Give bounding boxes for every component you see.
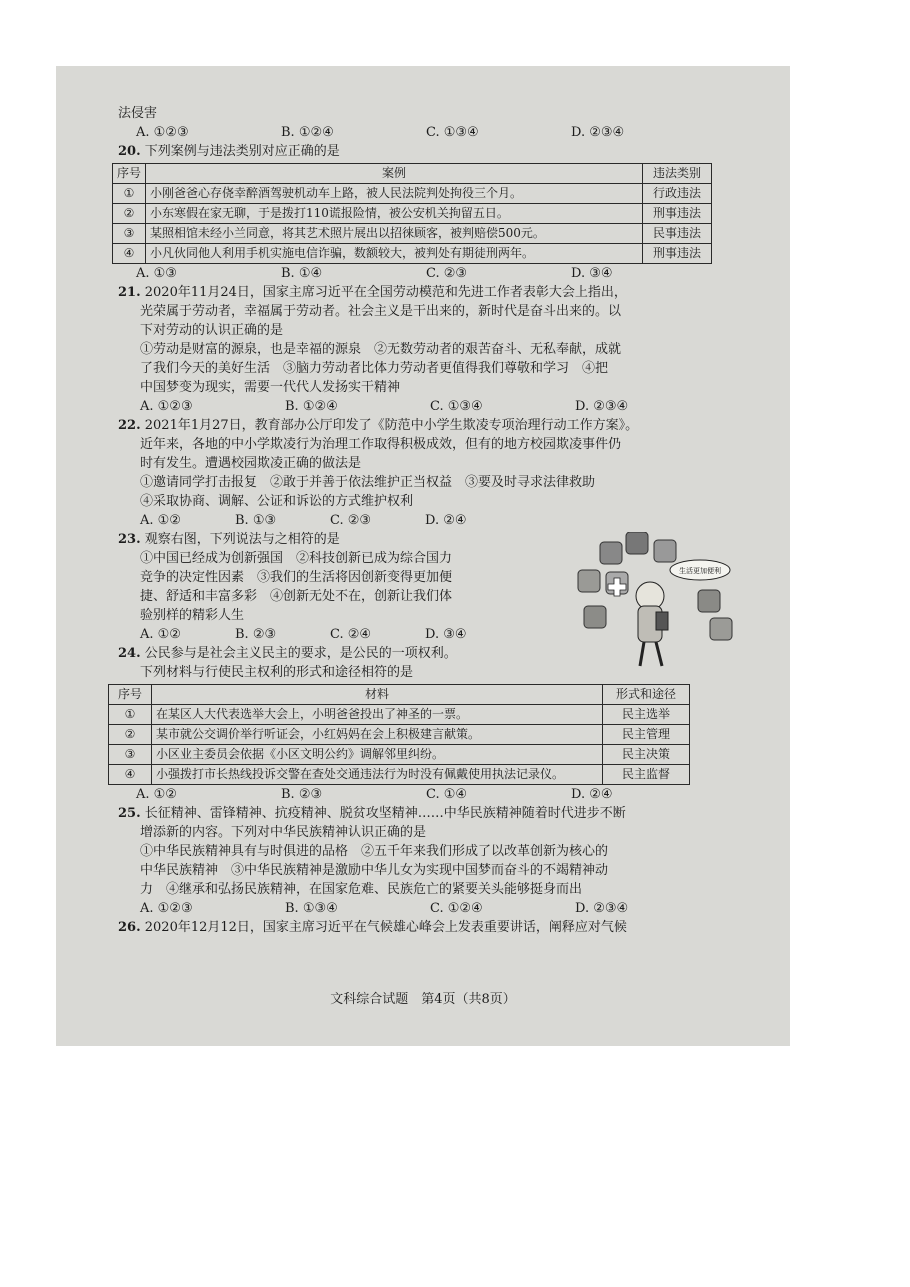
table-header-row	[113, 164, 712, 184]
question-number: 23.	[118, 532, 141, 547]
innovation-cartoon-image	[570, 532, 740, 672]
table-cell: 民主选举	[603, 705, 690, 725]
table-cell: 小凡伙同他人利用手机实施电信诈骗，数额较大，被判处有期徒刑两年。	[146, 244, 643, 264]
question-text: 观察右图，下列说法与之相符的是	[144, 532, 340, 547]
header-cell: 形式和途径	[603, 685, 690, 705]
header-cell: 案例	[146, 164, 643, 184]
question-text: 2021年1月27日，教育部办公厅印发了《防范中小学生欺凌专项治理行动工作方案》。	[144, 418, 639, 433]
table-cell: 刑事违法	[643, 204, 712, 224]
option-a: A. ①②③	[136, 125, 189, 140]
option-c: C. ①③④	[426, 125, 479, 140]
table-cell: 小刚爸爸心存侥幸醉酒驾驶机动车上路，被人民法院判处拘役三个月。	[146, 184, 643, 204]
phone-icon	[656, 612, 668, 630]
app-icon	[698, 590, 720, 612]
q22-line-4: ①邀请同学打击报复 ②敢于并善于依法维护正当权益 ③要及时寻求法律救助	[140, 475, 596, 490]
table-cell: ②	[109, 725, 152, 745]
app-icon	[654, 540, 676, 562]
q26-line-1	[118, 918, 728, 937]
table-cell: ④	[109, 765, 152, 785]
question-number: 26.	[118, 920, 141, 935]
question-text: 2020年12月12日，国家主席习近平在气候雄心峰会上发表重要讲话，阐释应对气候	[144, 920, 627, 935]
table-cell: ①	[109, 705, 152, 725]
table-cell: ②	[113, 204, 146, 224]
q22-line-2: 近年来，各地的中小学欺凌行为治理工作取得积极成效，但有的地方校园欺凌事件仍	[140, 437, 622, 452]
q20-stem	[118, 142, 728, 161]
q22-line-5: ④采取协商、调解、公证和诉讼的方式维护权利	[140, 494, 414, 509]
table-cell: 小强拨打市长热线投诉交警在查处交通违法行为时没有佩戴使用执法记录仪。	[152, 765, 603, 785]
option-c: C. ②③	[330, 513, 372, 528]
table-cell: 民主决策	[603, 745, 690, 765]
option-c: C. ①④	[426, 787, 468, 802]
option-b: B. ①③④	[285, 901, 338, 916]
scanned-exam-page	[56, 66, 790, 1046]
app-icon	[578, 570, 600, 592]
q24-table	[108, 684, 690, 785]
option-d: D. ②③④	[575, 399, 629, 414]
q23-line-2: ①中国已经成为创新强国 ②科技创新已成为综合国力	[140, 551, 453, 566]
table-cell: 某市就公交调价举行听证会，小红妈妈在会上积极建言献策。	[152, 725, 603, 745]
option-a: A. ①②③	[140, 901, 193, 916]
q25-line-5: 力 ④继承和弘扬民族精神，在国家危难、民族危亡的紧要关头能够挺身而出	[140, 882, 583, 897]
table-header-row	[109, 685, 690, 705]
q24-options	[118, 785, 728, 804]
option-c: C. ②③	[426, 266, 468, 281]
q25-line-1	[118, 804, 728, 823]
app-icon	[600, 542, 622, 564]
table-cell: 民事违法	[643, 224, 712, 244]
question-number: 24.	[118, 646, 141, 661]
question-number: 25.	[118, 806, 141, 821]
q19-options	[118, 123, 728, 142]
option-b: B. ①④	[281, 266, 323, 281]
table-row	[113, 244, 712, 264]
table-row	[109, 765, 690, 785]
table-row	[109, 705, 690, 725]
app-icon	[626, 532, 648, 554]
header-cell: 违法类别	[643, 164, 712, 184]
option-b: B. ①③	[235, 513, 277, 528]
header-cell: 序号	[113, 164, 146, 184]
table-row	[113, 224, 712, 244]
speech-bubble-text: 生活更加便利	[679, 567, 721, 575]
table-row	[109, 745, 690, 765]
app-icon	[710, 618, 732, 640]
option-b: B. ②③	[235, 627, 277, 642]
table-row	[109, 725, 690, 745]
table-cell: 行政违法	[643, 184, 712, 204]
q24-line-2: 下列材料与行使民主权利的形式和途径相符的是	[140, 665, 414, 680]
option-b: B. ①②④	[281, 125, 334, 140]
option-b: B. ②③	[281, 787, 323, 802]
table-cell: 民主管理	[603, 725, 690, 745]
option-c: C. ①②④	[430, 901, 483, 916]
option-d: D. ②③④	[575, 901, 629, 916]
q25-line-2: 增添新的内容。下列对中华民族精神认识正确的是	[140, 825, 427, 840]
header-cell: 序号	[109, 685, 152, 705]
option-d: D. ③④	[425, 627, 467, 642]
page-footer: 文科综合试题 第4页（共8页）	[330, 992, 516, 1007]
cartoon-leg	[656, 642, 662, 666]
option-a: A. ①②③	[140, 399, 193, 414]
q23-line-4: 捷、舒适和丰富多彩 ④创新无处不在，创新让我们体	[140, 589, 453, 604]
cartoon-leg	[640, 642, 644, 666]
table-cell: ③	[109, 745, 152, 765]
q20-table	[112, 163, 712, 264]
q25-line-4: 中华民族精神 ③中华民族精神是激励中华儿女为实现中国梦而奋斗的不竭精神动	[140, 863, 609, 878]
option-c: C. ②④	[330, 627, 372, 642]
question-number: 21.	[118, 285, 141, 300]
table-row	[113, 204, 712, 224]
q21-line-1	[118, 283, 728, 302]
q20-options	[118, 264, 728, 283]
option-a: A. ①③	[136, 266, 177, 281]
table-cell: 刑事违法	[643, 244, 712, 264]
q25-line-3: ①中华民族精神具有与时俱进的品格 ②五千年来我们形成了以改革创新为核心的	[140, 844, 609, 859]
table-row	[113, 184, 712, 204]
q21-options	[118, 397, 728, 416]
question-text: 公民参与是社会主义民主的要求，是公民的一项权利。	[144, 646, 457, 661]
table-cell: 小区业主委员会依据《小区文明公约》调解邻里纠纷。	[152, 745, 603, 765]
q25-options	[118, 899, 728, 918]
q21-line-3: 下对劳动的认识正确的是	[140, 323, 284, 338]
table-cell: ①	[113, 184, 146, 204]
option-d: D. ③④	[571, 266, 613, 281]
table-cell: 民主监督	[603, 765, 690, 785]
q21-line-4: ①劳动是财富的源泉，也是幸福的源泉 ②无数劳动者的艰苦奋斗、无私奉献，成就	[140, 342, 622, 357]
exam-content	[118, 104, 728, 937]
question-text: 下列案例与违法类别对应正确的是	[144, 144, 340, 159]
option-a: A. ①②	[140, 627, 181, 642]
table-cell: 小东寒假在家无聊，于是拨打110谎报险情，被公安机关拘留五日。	[146, 204, 643, 224]
option-d: D. ②④	[425, 513, 467, 528]
q23-line-5: 验别样的精彩人生	[140, 608, 245, 623]
q22-line-1	[118, 416, 728, 435]
q19-continuation: 法侵害	[118, 106, 158, 121]
q22-options	[118, 511, 728, 530]
question-text: 2020年11月24日，国家主席习近平在全国劳动模范和先进工作者表彰大会上指出，	[144, 285, 627, 300]
header-cell: 材料	[152, 685, 603, 705]
q23-block	[118, 530, 728, 644]
table-cell: ③	[113, 224, 146, 244]
q21-line-2: 光荣属于劳动者，幸福属于劳动者。社会主义是干出来的，新时代是奋斗出来的。以	[140, 304, 622, 319]
q21-line-6: 中国梦变为现实，需要一代代人发扬实干精神	[140, 380, 401, 395]
option-b: B. ①②④	[285, 399, 338, 414]
table-cell: 在某区人大代表选举大会上，小明爸爸投出了神圣的一票。	[152, 705, 603, 725]
option-d: D. ②④	[571, 787, 613, 802]
table-cell: 某照相馆未经小兰同意，将其艺术照片展出以招徕顾客，被判赔偿500元。	[146, 224, 643, 244]
table-cell: ④	[113, 244, 146, 264]
q21-line-5: 了我们今天的美好生活 ③脑力劳动者比体力劳动者更值得我们尊敬和学习 ④把	[140, 361, 609, 376]
option-d: D. ②③④	[571, 125, 625, 140]
q23-line-3: 竞争的决定性因素 ③我们的生活将因创新变得更加便	[140, 570, 453, 585]
option-a: A. ①②	[140, 513, 181, 528]
question-number: 22.	[118, 418, 141, 433]
option-a: A. ①②	[136, 787, 177, 802]
app-icon	[584, 606, 606, 628]
question-text: 长征精神、雷锋精神、抗疫精神、脱贫攻坚精神……中华民族精神随着时代进步不断	[144, 806, 626, 821]
option-c: C. ①③④	[430, 399, 483, 414]
question-number: 20.	[118, 144, 141, 159]
q22-line-3: 时有发生。遭遇校园欺凌正确的做法是	[140, 456, 362, 471]
